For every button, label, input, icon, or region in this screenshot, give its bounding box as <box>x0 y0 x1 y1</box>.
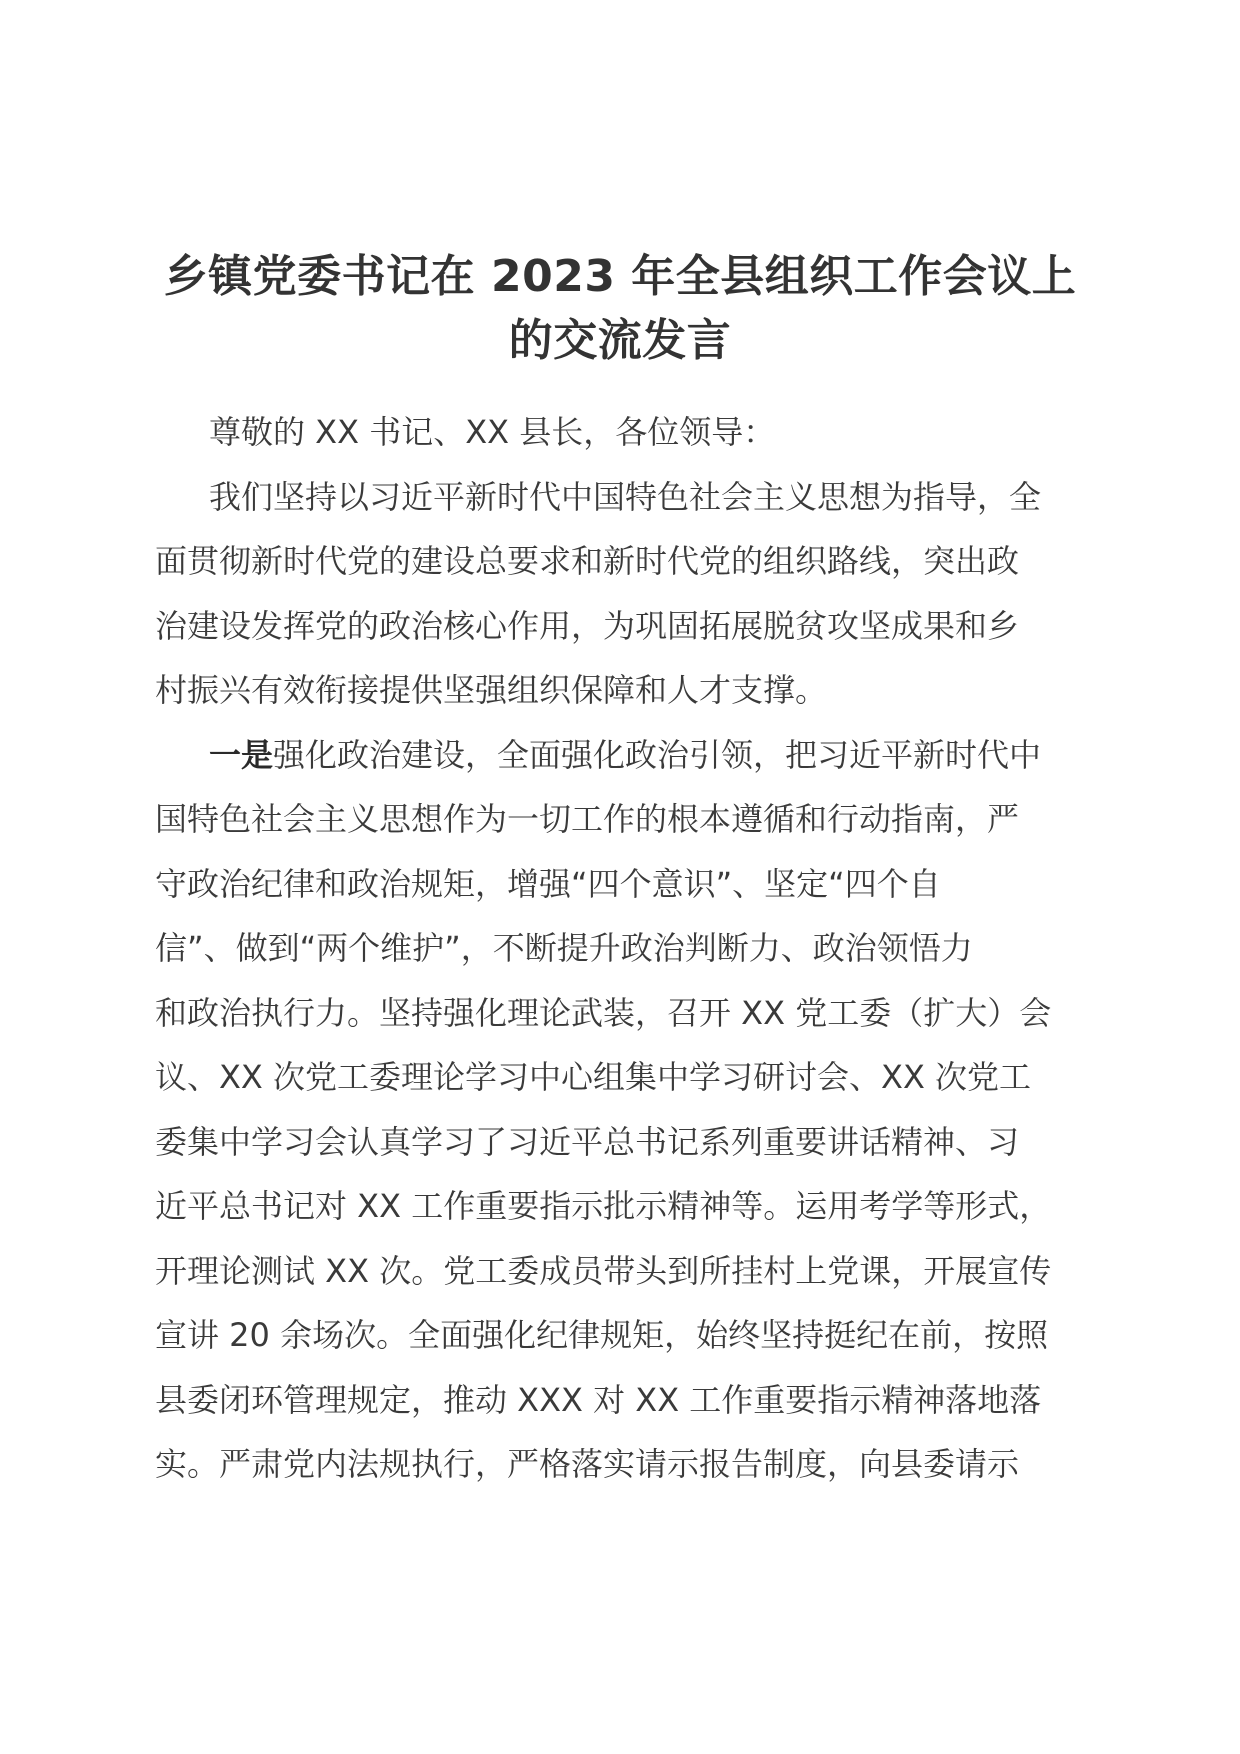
paragraph-line: 村振兴有效衔接提供坚强组织保障和人才支撑。 <box>155 671 828 709</box>
salutation: 尊敬的 XX 书记、XX 县长，各位领导： <box>209 413 776 451</box>
paragraph-line <box>155 723 1095 788</box>
paragraph-line: 治建设发挥党的政治核心作用，为巩固拓展脱贫攻坚成果和乡 <box>155 606 1020 645</box>
paragraph-line: 开理论测试 XX 次。党工委成员带头到所挂村上党课，开展宣传 <box>155 1251 1052 1290</box>
paragraph-line: 近平总书记对 XX 工作重要指示批示精神等。运用考学等形式， <box>155 1187 1052 1225</box>
paragraph-line: 宣讲 20 余场次。全面强化纪律规矩，始终坚持挺纪在前，按照 <box>155 1316 1049 1354</box>
paragraph-line: 议、XX 次党工委理论学习中心组集中学习研讨会、XX 次党工 <box>155 1058 1032 1096</box>
title-line: 的交流发言 <box>508 315 732 366</box>
paragraph-line: 信”、做到“两个维护”，不断提升政治判断力、政治领悟力 <box>155 929 973 967</box>
paragraph-line: 实。严肃党内法规执行，严格落实请示报告制度，向县委请示 <box>155 1445 1020 1483</box>
paragraph-lead-bold: 一是 <box>209 735 274 774</box>
paragraph-line: 委集中学习会认真学习了习近平总书记系列重要讲话精神、习 <box>155 1122 1020 1161</box>
title-line: 乡镇党委书记在 2023 年全县组织工作会议上 <box>163 251 1077 302</box>
paragraph-line: 和政治执行力。坚持强化理论武装，召开 XX 党工委（扩大）会 <box>155 993 1052 1032</box>
paragraph-line: 县委闭环管理规定，推动 XXX 对 XX 工作重要指示精神落地落 <box>155 1380 1042 1419</box>
paragraph-line: 面贯彻新时代党的建设总要求和新时代党的组织路线，突出政 <box>155 542 1020 580</box>
document-title <box>150 245 1090 373</box>
document-body <box>155 400 1095 1497</box>
paragraph-line-text: 强化政治建设，全面强化政治引领，把习近平新时代中 <box>273 735 1042 774</box>
paragraph-line: 我们坚持以习近平新时代中国特色社会主义思想为指导，全 <box>209 477 1042 516</box>
paragraph-line: 守政治纪律和政治规矩，增强“四个意识”、坚定“四个自 <box>155 864 941 903</box>
paragraph-line: 国特色社会主义思想作为一切工作的根本遵循和行动指南，严 <box>155 800 1020 838</box>
